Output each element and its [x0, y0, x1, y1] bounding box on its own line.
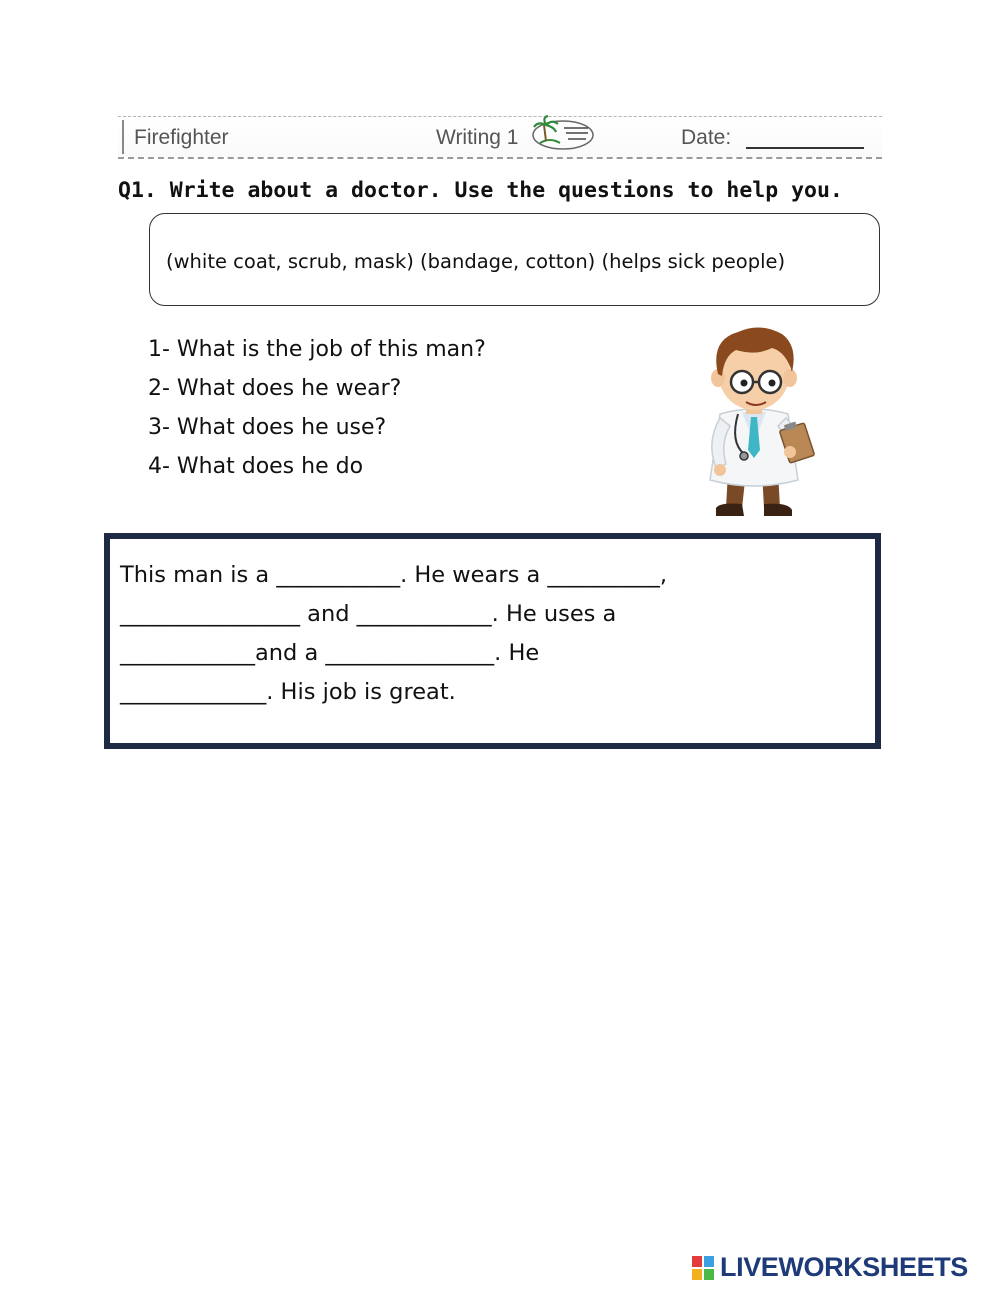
liveworksheets-brand[interactable]	[692, 1252, 992, 1286]
answer-line-2[interactable]: ________________ and ____________. He uses a	[120, 601, 617, 627]
answer-line-4[interactable]: _____________. His job is great.	[120, 679, 456, 705]
guide-question-3: 3- What does he use?	[148, 415, 387, 440]
header-left-bar	[122, 120, 124, 154]
brand-text: LIVEWORKSHEETS	[720, 1252, 968, 1282]
header-date-label: Date:	[681, 126, 732, 149]
worksheet-header	[118, 116, 882, 159]
date-blank[interactable]	[746, 147, 864, 149]
guide-question-4: 4- What does he do	[148, 454, 364, 479]
question-title: Q1. Write about a doctor. Use the questions to help you.	[118, 178, 843, 203]
word-bank-box	[149, 213, 880, 306]
answer-box	[104, 533, 881, 749]
word-bank-text: (white coat, scrub, mask) (bandage, cotton) (helps sick people)	[166, 250, 786, 273]
guide-question-2: 2- What does he wear?	[148, 376, 402, 401]
answer-line-1[interactable]: This man is a ___________. He wears a __________,	[120, 562, 668, 588]
liveworksheets-logo-icon	[692, 1256, 714, 1280]
doctor-illustration	[680, 322, 830, 520]
answer-line-3[interactable]: ____________and a _______________. He	[120, 640, 540, 666]
header-topic: Firefighter	[134, 126, 229, 149]
header-subject: Writing 1	[436, 126, 519, 149]
school-logo-icon	[530, 115, 596, 151]
guide-question-1: 1- What is the job of this man?	[148, 337, 486, 362]
